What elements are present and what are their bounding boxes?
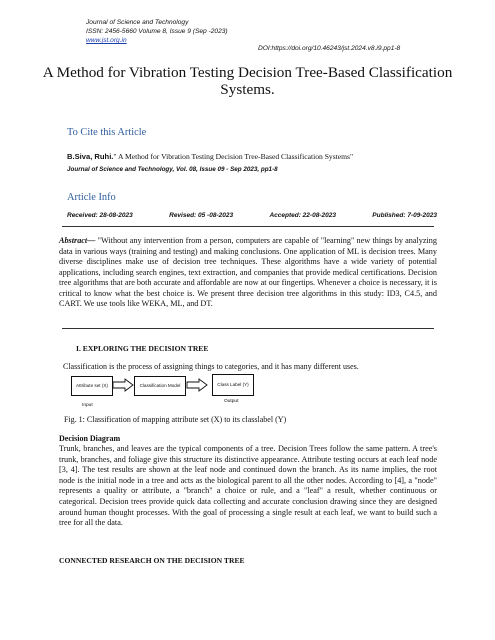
class-label-box: Class Label (Y) — [212, 374, 254, 396]
article-info-heading: Article Info — [67, 192, 116, 203]
accepted-date: Accepted: 22-08-2023 — [269, 212, 336, 219]
arrow-icon — [112, 378, 134, 392]
revised-date: Revised: 05 -08-2023 — [169, 212, 234, 219]
arrow-icon — [186, 378, 208, 392]
figure-classification — [66, 374, 396, 410]
article-dates — [67, 212, 437, 219]
cite-heading: To Cite this Article — [67, 127, 147, 138]
abstract — [59, 236, 437, 310]
received-date: Received: 28-08-2023 — [67, 212, 133, 219]
journal-header — [86, 18, 228, 46]
abstract-label: Abstract— — [59, 236, 96, 245]
paper-title: A Method for Vibration Testing Decision Tree-Based Classification Systems. — [42, 64, 453, 98]
journal-issn: ISSN: 2456-5660 Volume 8, Issue 9 (Sep -2023) — [86, 28, 228, 36]
figure-output-label: Output — [224, 399, 239, 404]
doi-text: DOI:https://doi.org/10.46243/jst.2024.v8.i9.pp1-8 — [258, 45, 401, 52]
figure-input-label: Input — [82, 403, 93, 408]
journal-name: Journal of Science and Technology — [86, 19, 189, 26]
section-heading-decision-diagram: Decision Diagram — [59, 434, 121, 443]
section-intro: Classification is the process of assigning things to categories, and it has many different uses. — [63, 362, 359, 371]
abstract-text: "Without any intervention from a person, computers are capable of "learning" new things by analyzing data in various ways (training and testing) and making conclusions. One application of ML is decision trees. Many diverse disciplines make use of decision tree techniques. These algorithms have a wide variety of potential applications, including search engines, text extraction, and companies that provide medical certifications. Decision tree algorithms that are both accurate and affordable are now at our fingertips. Whenever a choice is necessary, it is critical to know what the best choice is. We present three decision tree algorithms in this study: ID3, C4.5, and CART. We use tools like WEKA, ML, and DT. — [59, 236, 437, 308]
figure-caption: Fig. 1: Classification of mapping attribute set (X) to its classlabel (Y) — [64, 415, 287, 424]
classification-model-box: Classification Model — [134, 376, 186, 396]
decision-diagram-paragraph: Trunk, branches, and leaves are the typical components of a tree. Decision Trees follow the same pattern. A tree's trunk, branches, and foliage give this structure its distinctive appearance. Attribute testing occurs at each leaf node [3, 4]. The test results are shown at the leaf node and continued down the branch. As its name implies, the root node is the initial node in a tree and acts as the biological parent to all the other nodes. According to [4], a "node" represents a quality or attribute, a "branch" a choice or rule, and a "leaf" a result, whether continuous or categorical. Decision trees provide quick data collecting and accurate conclusion drawing since they are designed around human thought processes. With the goal of processing a single result at each leaf, we want to build such a tree for all the data. — [59, 444, 437, 528]
journal-url-link[interactable]: www.jst.org.in — [86, 37, 127, 45]
citation-journal: Journal of Science and Technology, Vol. 08, Issue 09 - Sep 2023, pp1-8 — [67, 166, 278, 173]
citation-title: " A Method for Vibration Testing Decision Tree-Based Classification Systems" — [113, 152, 354, 161]
citation-authors: B.Siva, Ruhi. — [67, 152, 114, 161]
published-date: Published: 7-09-2023 — [372, 212, 437, 219]
attribute-set-box: Attribute set (X) — [71, 376, 113, 396]
top-divider — [62, 226, 434, 227]
bottom-divider — [62, 328, 434, 329]
section-heading-connected-research: CONNECTED RESEARCH ON THE DECISION TREE — [59, 556, 245, 565]
section-heading-decision-tree: I. EXPLORING THE DECISION TREE — [76, 344, 209, 353]
citation-line — [67, 152, 467, 161]
